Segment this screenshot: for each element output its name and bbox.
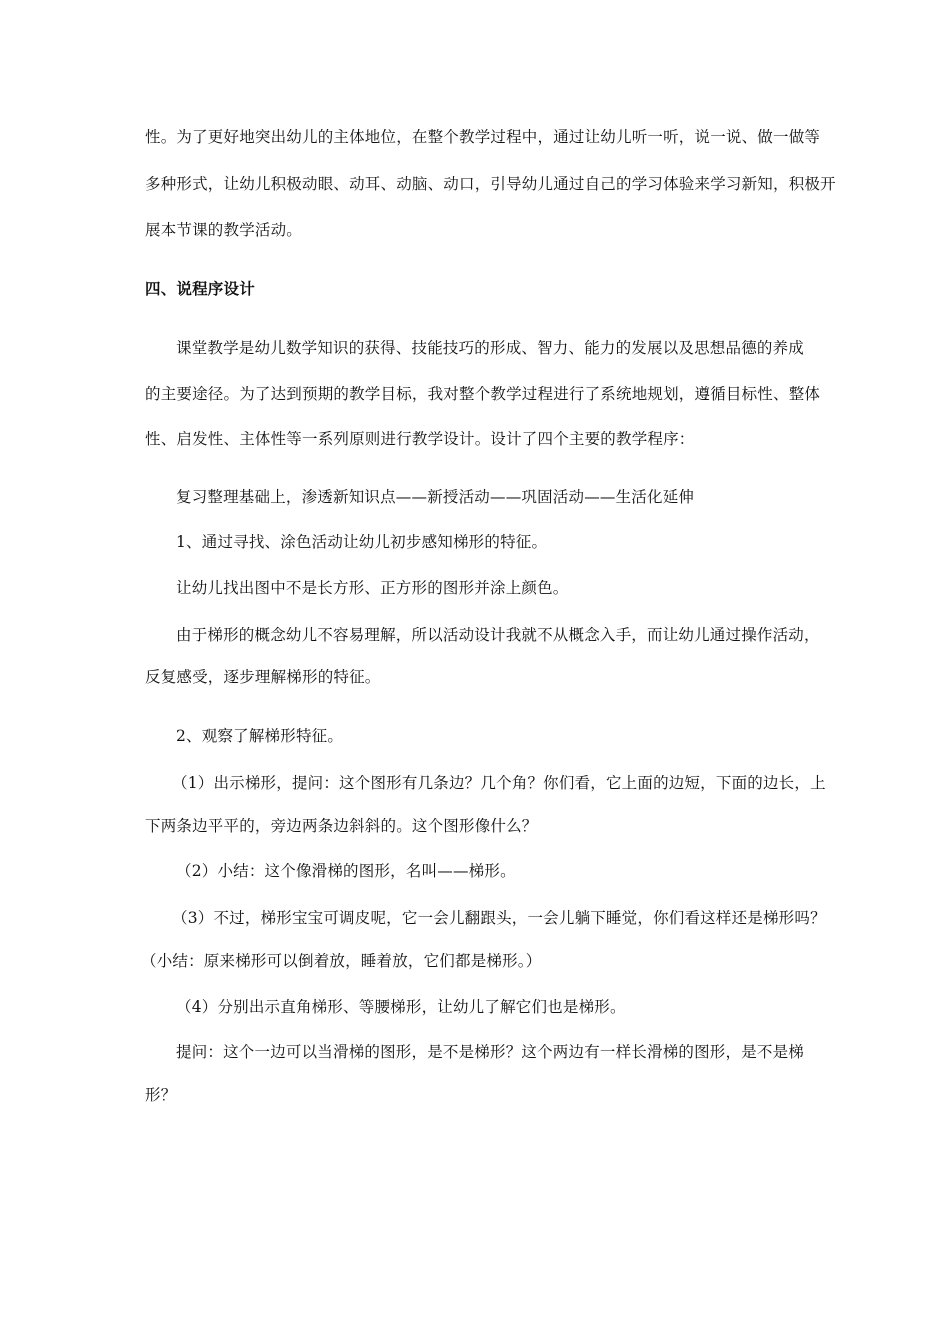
- intro-line-3: 展本节课的教学活动。: [145, 221, 303, 239]
- step2-item3-summary: （小结：原来梯形可以倒着放，睡着放，它们都是梯形。）: [141, 952, 542, 970]
- section-para-line-3: 性、启发性、主体性等一系列原则进行教学设计。设计了四个主要的教学程序：: [145, 430, 695, 448]
- step1-title: 1、通过寻找、涂色活动让幼儿初步感知梯形的特征。: [176, 533, 548, 551]
- section-heading: 四、说程序设计: [145, 280, 255, 298]
- intro-line-2: 多种形式，让幼儿积极动眼、动耳、动脑、动口，引导幼儿通过自己的学习体验来学习新知，积极开: [145, 175, 836, 193]
- step2-item4: （4）分别出示直角梯形、等腰梯形，让幼儿了解它们也是梯形。: [176, 998, 626, 1016]
- step1-explanation-line-2: 反复感受，逐步理解梯形的特征。: [145, 668, 381, 686]
- step2-item3: （3）不过，梯形宝宝可调皮呢，它一会儿翻跟头，一会儿躺下睡觉，你们看这样还是梯形吗？: [172, 909, 826, 927]
- step2-question-line-2: 形？: [145, 1086, 177, 1104]
- step2-item2: （2）小结：这个像滑梯的图形，名叫——梯形。: [176, 862, 516, 880]
- step2-title: 2、观察了解梯形特征。: [176, 727, 344, 745]
- intro-line-1: 性。为了更好地突出幼儿的主体地位，在整个教学过程中，通过让幼儿听一听，说一说、做一做等: [145, 128, 821, 146]
- step2-question-line-1: 提问：这个一边可以当滑梯的图形，是不是梯形？这个两边有一样长滑梯的图形，是不是梯: [176, 1043, 805, 1061]
- step2-item1-line-2: 下两条边平平的，旁边两条边斜斜的。这个图形像什么？: [145, 817, 538, 835]
- program-flow: 复习整理基础上，渗透新知识点——新授活动——巩固活动——生活化延伸: [176, 488, 695, 506]
- section-para-line-2: 的主要途径。为了达到预期的教学目标，我对整个教学过程进行了系统地规划，遵循目标性、整体: [145, 385, 821, 403]
- section-para-line-1: 课堂教学是幼儿数学知识的获得、技能技巧的形成、智力、能力的发展以及思想品德的养成: [176, 339, 805, 357]
- step2-item1-line-1: （1）出示梯形，提问：这个图形有几条边？几个角？你们看，它上面的边短，下面的边长，上: [172, 774, 826, 792]
- step1-explanation-line-1: 由于梯形的概念幼儿不容易理解，所以活动设计我就不从概念入手，而让幼儿通过操作活动，: [176, 626, 820, 644]
- step1-task: 让幼儿找出图中不是长方形、正方形的图形并涂上颜色。: [176, 579, 569, 597]
